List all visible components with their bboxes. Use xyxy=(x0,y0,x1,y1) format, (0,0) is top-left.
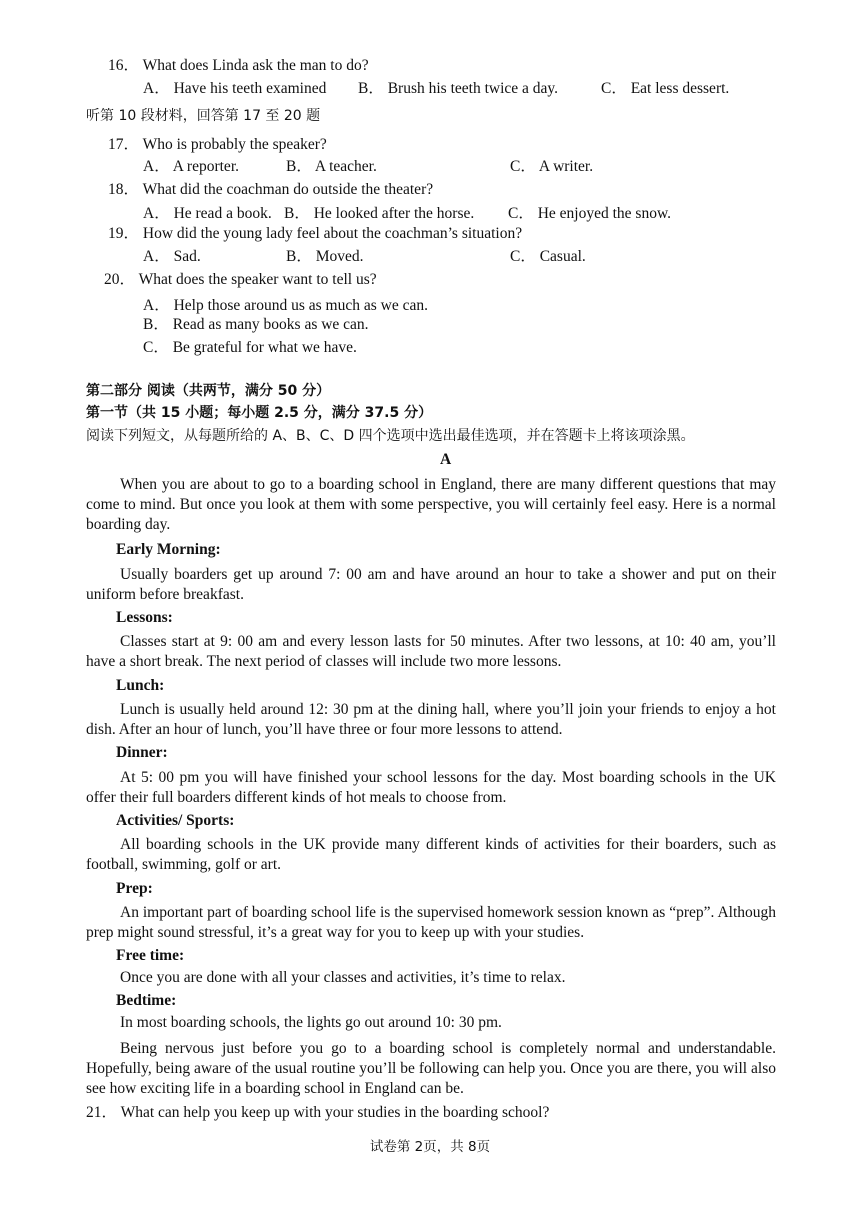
page-footer: 试卷第 2页，共 8页 xyxy=(369,1139,491,1155)
q17-option-b: B． A teacher. xyxy=(286,158,377,175)
text-free-time: Once you are done with all your classes and activities, it’s time to relax. xyxy=(120,969,566,986)
question-20: 20． What does the speaker want to tell us? xyxy=(104,271,377,288)
question-16: 16． What does Linda ask the man to do? xyxy=(108,57,369,74)
heading-activities: Activities/ Sports: xyxy=(116,812,235,829)
q17-option-a: A． A reporter. xyxy=(143,158,239,175)
q16-option-b: B． Brush his teeth twice a day. xyxy=(358,80,559,97)
heading-lessons: Lessons: xyxy=(116,609,173,626)
q17-option-c: C． A writer. xyxy=(510,158,594,175)
heading-lunch: Lunch: xyxy=(116,677,165,694)
section-title: 第一节（共 15 小题；每小题 2.5 分，满分 37.5 分） xyxy=(86,405,433,421)
text-prep: An important part of boarding school life is the supervised homework session known as “prep”. Although prep might sound stressful, it’s a great way for you to keep up with your studies. xyxy=(86,904,776,941)
passage-label: A xyxy=(440,451,452,468)
text-bedtime: In most boarding schools, the lights go out around 10: 30 pm. xyxy=(120,1014,502,1031)
text-lessons: Classes start at 9: 00 am and every lesson lasts for 50 minutes. After two lessons, at 10: 40 am, you’ll have a short break. The next period of classes will include two more lessons. xyxy=(86,633,776,670)
text-early-morning: Usually boarders get up around 7: 00 am and have around an hour to take a shower and put on their uniform before breakfast. xyxy=(86,566,776,603)
question-18: 18． What did the coachman do outside the theater? xyxy=(108,181,434,198)
q18-option-c: C． He enjoyed the snow. xyxy=(508,205,672,222)
text-lunch: Lunch is usually held around 12: 30 pm at the dining hall, where you’ll join your friends to enjoy a hot dish. After an hour of lunch, you’ll have three or four more lessons to attend. xyxy=(86,701,776,738)
q16-option-a: A． Have his teeth examined xyxy=(143,80,327,97)
q20-option-b: B． Read as many books as we can. xyxy=(143,316,369,333)
listening-instruction: 听第 10 段材料，回答第 17 至 20 题 xyxy=(86,108,321,124)
heading-dinner: Dinner: xyxy=(116,744,168,761)
passage-intro: When you are about to go to a boarding school in England, there are many different questions that may come to mind. But once you look at them with some perspective, you will certainly feel easy. Here is a normal boarding day. xyxy=(86,476,776,533)
question-21: 21． What can help you keep up with your studies in the boarding school? xyxy=(86,1104,550,1121)
heading-bedtime: Bedtime: xyxy=(116,992,177,1009)
q20-option-c: C． Be grateful for what we have. xyxy=(143,339,357,356)
passage-conclusion: Being nervous just before you go to a boarding school is completely normal and understandable. Hopefully, being aware of the usual routine you’ll be following can help you. Once you are there, you will also see how exciting life in a boarding school in England can be. xyxy=(86,1040,776,1097)
q16-option-c: C． Eat less dessert. xyxy=(601,80,730,97)
question-17: 17． Who is probably the speaker? xyxy=(108,136,327,153)
heading-prep: Prep: xyxy=(116,880,153,897)
q19-option-b: B． Moved. xyxy=(286,248,364,265)
heading-early-morning: Early Morning: xyxy=(116,541,221,558)
question-19: 19． How did the young lady feel about the coachman’s situation? xyxy=(108,225,523,242)
part-title: 第二部分 阅读（共两节，满分 50 分） xyxy=(86,383,331,399)
q20-option-a: A． Help those around us as much as we can. xyxy=(143,297,428,314)
text-activities: All boarding schools in the UK provide many different kinds of activities for their boarders, such as football, swimming, golf or art. xyxy=(86,836,776,873)
q18-option-a: A． He read a book. xyxy=(143,205,272,222)
q19-option-a: A． Sad. xyxy=(143,248,201,265)
heading-free-time: Free time: xyxy=(116,947,185,964)
q18-option-b: B． He looked after the horse. xyxy=(284,205,475,222)
reading-instruction: 阅读下列短文，从每题所给的 A、B、C、D 四个选项中选出最佳选项，并在答题卡上将该项涂黑。 xyxy=(86,428,695,444)
text-dinner: At 5: 00 pm you will have finished your school lessons for the day. Most boarding schools in the UK offer their full boarders different kinds of hot meals to choose from. xyxy=(86,769,776,806)
q19-option-c: C． Casual. xyxy=(510,248,586,265)
